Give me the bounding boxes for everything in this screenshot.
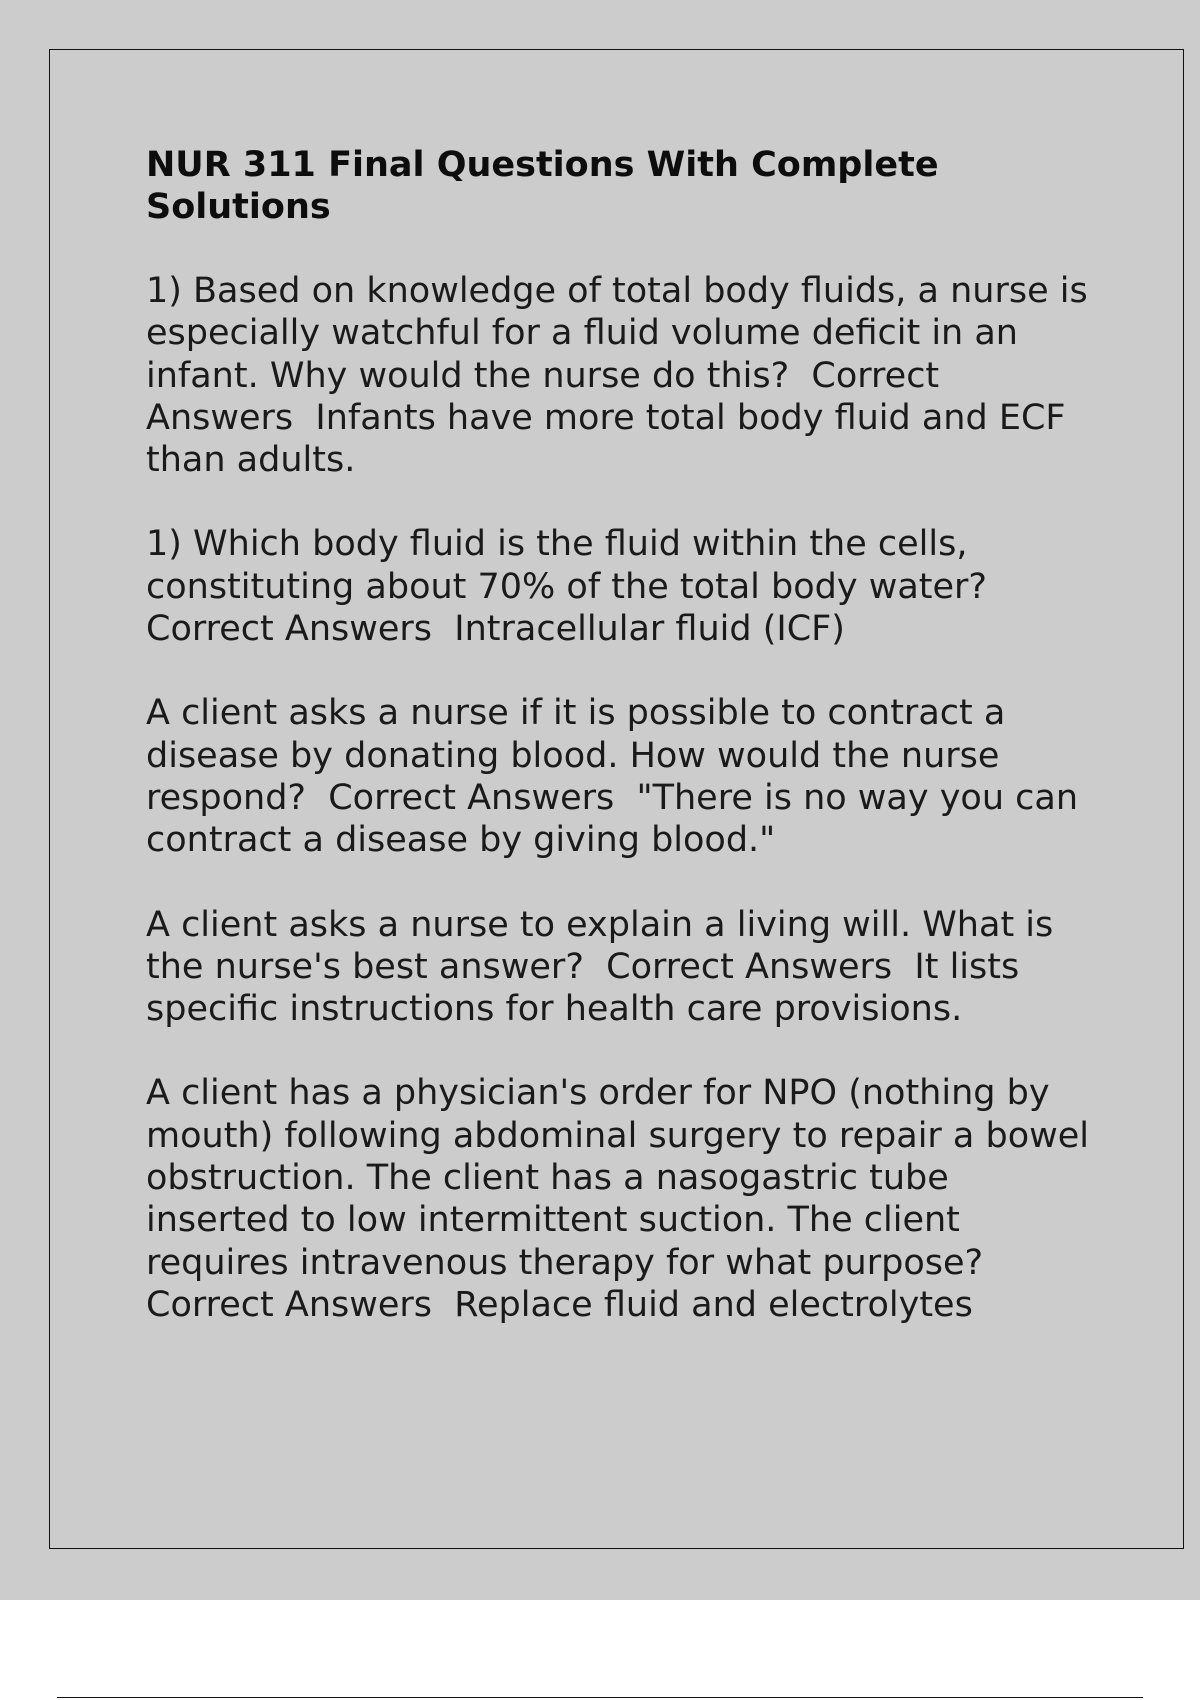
document-title: NUR 311 Final Questions With Complete Solutions	[146, 145, 939, 227]
page-bottom-rule	[57, 1697, 1143, 1698]
question-answer-item: A client has a physician's order for NPO (nothing by mouth) following abdominal surgery to repair a bowel obstruction. The client has a nasogastric tube inserted to low intermittent suction. The client requires intravenous therapy for what purpose? Correct Answers Replace fluid and electrolytes	[146, 1073, 1101, 1325]
question-answer-item: A client asks a nurse if it is possible to contract a disease by donating blood. How would the nurse respond? Correct Answers "There is no way you can contract a disease by giving blood."	[146, 693, 1090, 861]
document-content	[146, 144, 1101, 1368]
question-list	[146, 270, 1101, 1326]
question-answer-item: 1) Which body fluid is the fluid within the cells, constituting about 70% of the total body water? Correct Answers Intracellular fluid (ICF)	[146, 524, 1010, 650]
question-answer-item: A client asks a nurse to explain a living will. What is the nurse's best answer? Correct Answers It lists specific instructions for health care provisions.	[146, 904, 1065, 1030]
question-answer-item: 1) Based on knowledge of total body fluids, a nurse is especially watchful for a fluid volume deficit in an infant. Why would the nurse do this? Correct Answers Infants have more total body fluid and ECF than adults.	[146, 271, 1099, 481]
